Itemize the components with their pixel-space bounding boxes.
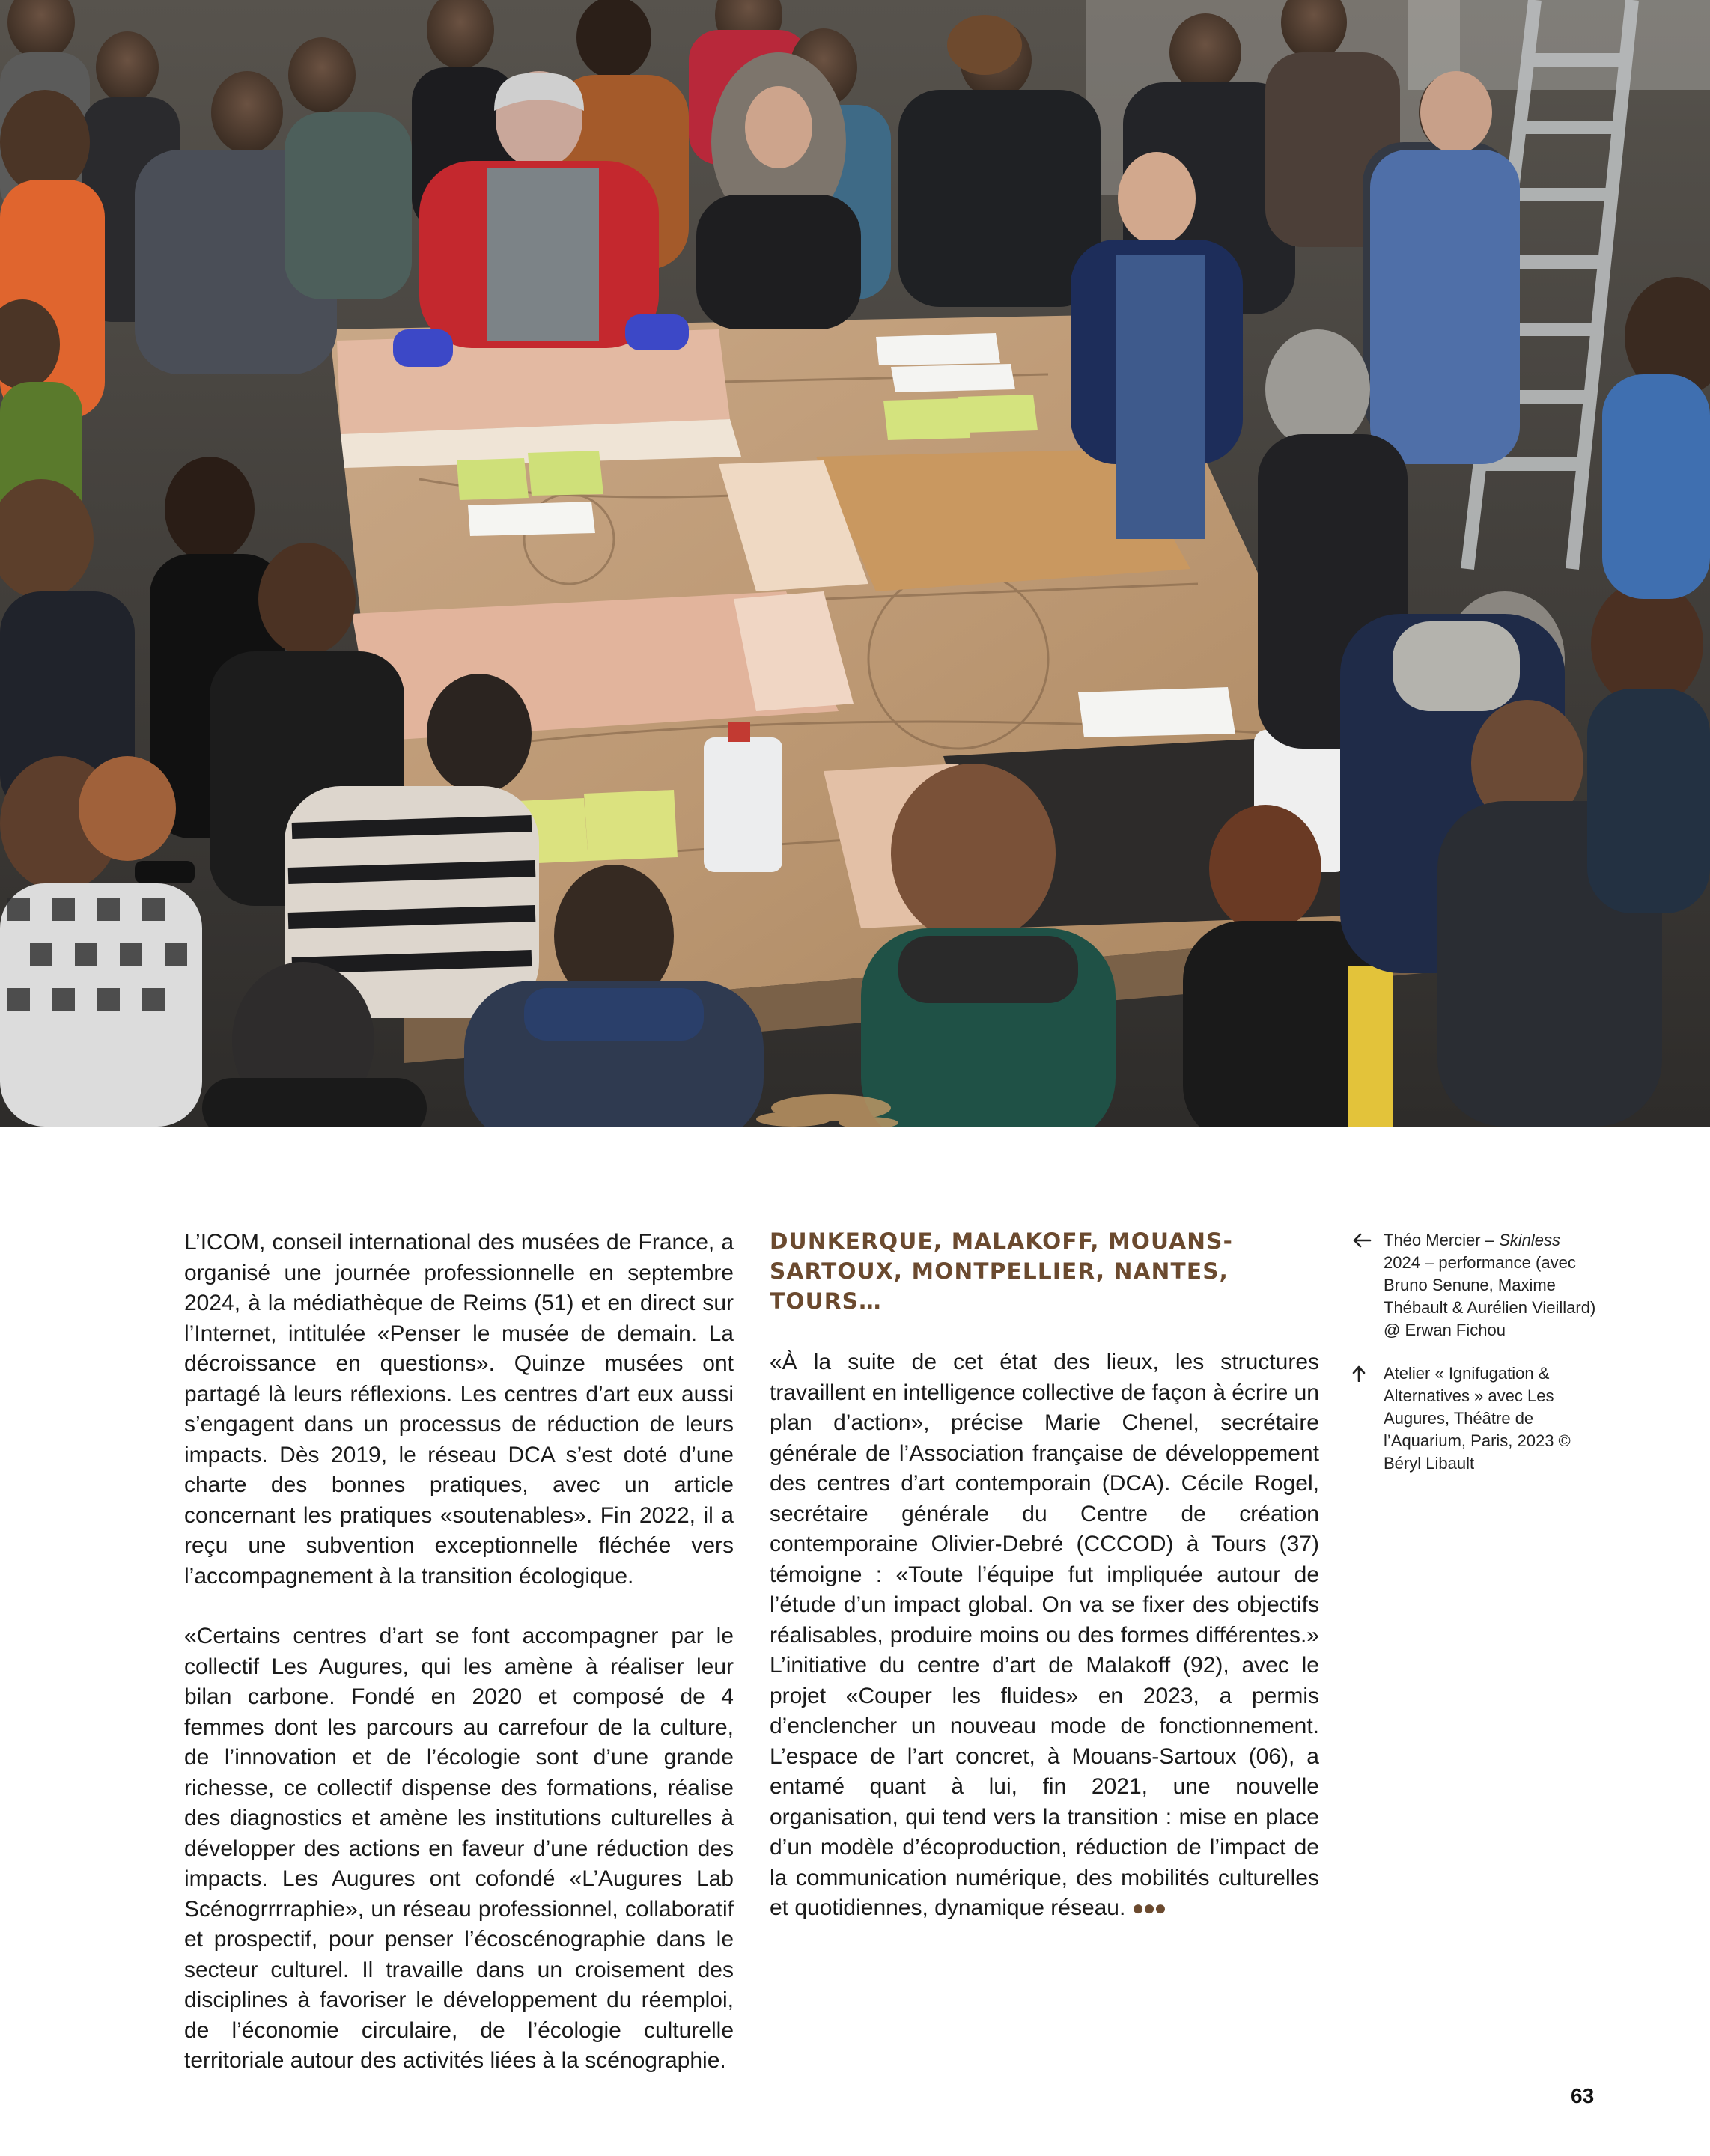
arrow-up-icon [1352,1365,1372,1382]
arrow-left-icon [1352,1232,1372,1249]
end-of-article-mark: ●●● [1131,1896,1166,1919]
article-paragraph-text: «À la suite de cet état des lieux, les structures travaillent en intelligence collective de façon à écrire un plan d’action», précise Marie Chenel, secrétaire générale de l’Association française de développement des centres d’art contemporain (DCA). Cécile Rogel, secrétaire générale du Centre de création contemporaine Olivier-Debré (CCCOD) à Tours (37) témoigne : «Toute l’équipe fut impliquée autour de l’étude d’un impact global. On va se fixer des objectifs réalisables, produire moins ou des formes différentes.» L’initiative du centre d’art de Malakoff (92), avec le projet «Couper les fluides» en 2023, a permis d’enclencher un nouveau mode de fonctionnement. L’espace de l’art concret, à Mouans-Sartoux (06), a entamé quant à lui, fin 2021, une nouvelle organisation, qui tend vers la transition : mise en place d’un modèle d’écoproduction, réduction de l’impact de la communication numérique, des mobilités culturelles et quotidiennes, dynamique réseau. [770,1350,1319,1920]
section-heading: DUNKERQUE, MALAKOFF, MOUANS-SARTOUX, MONTPELLIER, NANTES, TOURS… [770,1228,1234,1314]
photo-captions [1352,1229,1599,1496]
article-paragraph: L’ICOM, conseil international des musées de France, a organisé une journée professionnelle en septembre 2024, à la médiathèque de Reims (51) et en direct sur l’Internet, intitulée «Penser le musée de demain. La décroissance en questions». Quinze musées ont partagé là leurs réflexions. Les centres d’art eux aussi s’engagent dans un processus de réduction de leurs impacts. Dès 2019, le réseau DCA s’est doté d’une charte des bonnes pratiques, avec un article concernant les pratiques «soutenables». Fin 2022, il a reçu une subvention exceptionnelle fléchée vers l’accompagnement à la transition écologique. [184,1230,734,1589]
caption-text: 2024 – performance (avec Bruno Senune, Maxime Thébault & Aurélien Vieillard) @ Erwan Fichou [1384,1253,1596,1339]
article-left-column [184,1228,734,2077]
caption-previous-page-photo [1352,1229,1599,1342]
article-middle-column [770,1226,1319,1924]
caption-title-italic: Skinless [1499,1231,1560,1249]
page-number: 63 [1571,2084,1595,2107]
article-paragraph [770,1348,1319,1924]
article-paragraph: «Certains centres d’art se font accompagner par le collectif Les Augures, qui les amène à réaliser leur bilan carbone. Fondé en 2020 et composé de 4 femmes dont les parcours au carrefour de la culture, de l’innovation et de l’écologie sont d’une grande richesse, ce collectif dispense des formations, réalise des diagnostics et amène les institutions culturelles à développer des actions en faveur d’une réduction des impacts. Les Augures ont cofondé «L’Augures Lab Scénogrrrraphie», un réseau professionnel, collaboratif et prospectif, pour penser l’écoscénographie dans le secteur culturel. Il travaille dans un croisement des disciplines à favoriser le développement du réemploi, de l’économie circulaire, de l’écologie culturelle territoriale autour des activités liées à la scénographie. [184,1624,734,2073]
caption-text: Atelier « Ignifugation & Alternatives » avec Les Augures, Théâtre de l’Aquarium, Paris, 2023 © Béryl Libault [1384,1364,1571,1473]
caption-this-page-photo [1352,1362,1599,1475]
caption-title-prefix: Théo Mercier – [1384,1231,1500,1249]
